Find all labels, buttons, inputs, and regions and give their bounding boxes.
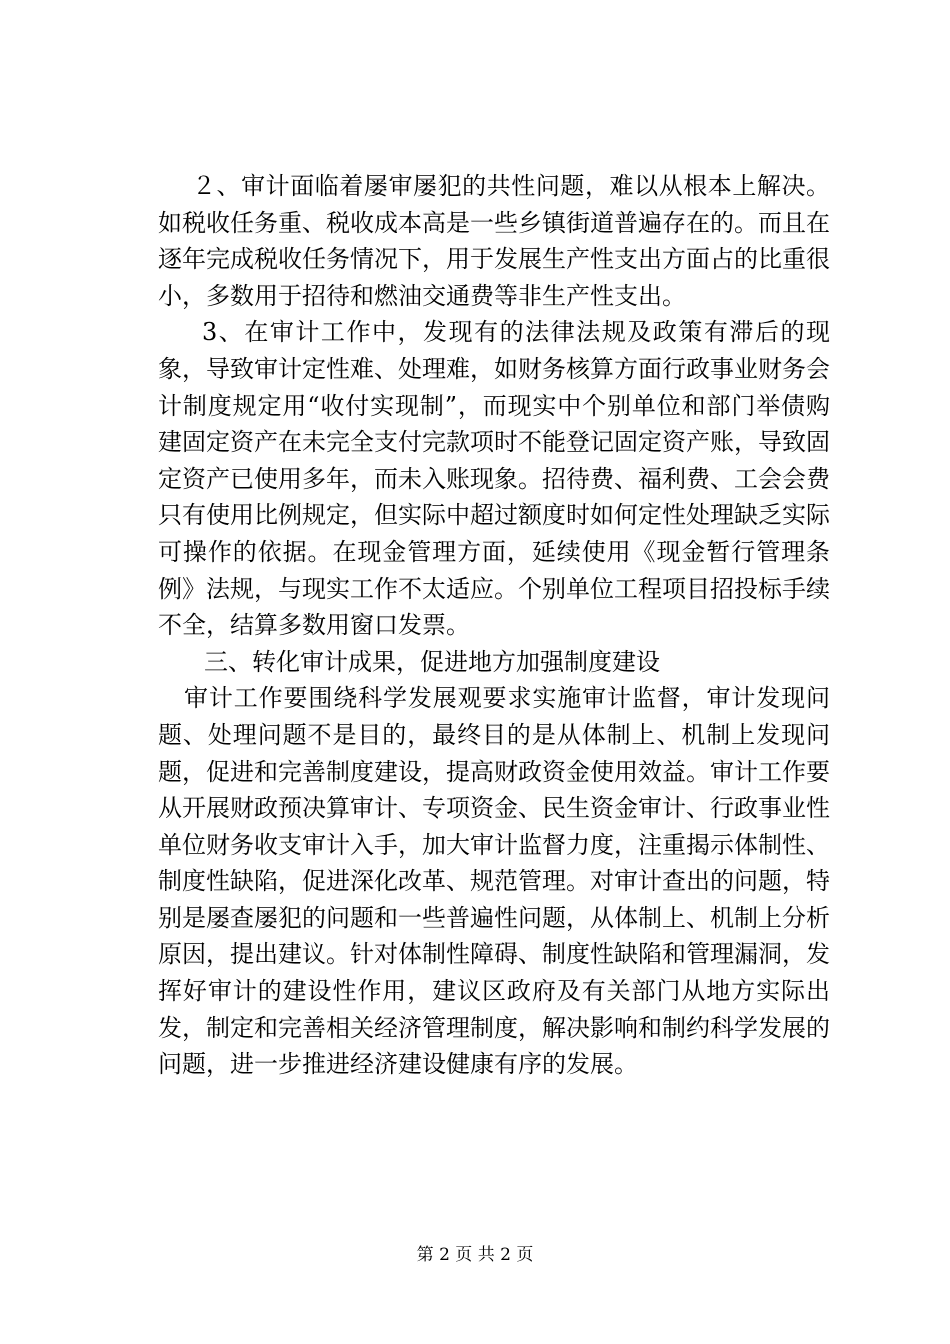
section-heading-3: 三、转化审计成果，促进地方加强制度建设 — [204, 647, 660, 676]
paragraph-point-2: ２、审计面临着屡审屡犯的共性问题，难以从根本上解决。如税收任务重、税收成本高是一些乡镇街道普遍存在的。而且在逐年完成税收任务情况下，用于发展生产性支出方面占的比重很小，多数用于招待和燃油交通费等非生产性支出。 — [158, 172, 830, 310]
document-body — [158, 168, 830, 1083]
page-number-footer: 第 2 页 共 2 页 — [416, 1245, 534, 1265]
paragraph-section-3-body: 审计工作要围绕科学发展观要求实施审计监督，审计发现问题、处理问题不是目的，最终目的是从体制上、机制上发现问题，促进和完善制度建设，提高财政资金使用效益。审计工作要从开展财政预决算审计、专项资金、民生资金审计、行政事业性单位财务收支审计入手，加大审计监督力度，注重揭示体制性、制度性缺陷，促进深化改革、规范管理。对审计查出的问题，特别是屡查屡犯的问题和一些普遍性问题，从体制上、机制上分析原因，提出建议。针对体制性障碍、制度性缺陷和管理漏洞，发挥好审计的建设性作用，建议区政府及有关部门从地方实际出发，制定和完善相关经济管理制度，解决影响和制约科学发展的问题，进一步推进经济建设健康有序的发展。 — [158, 684, 830, 1079]
paragraph-point-3: 3、在审计工作中，发现有的法律法规及政策有滞后的现象，导致审计定性难、处理难，如财务核算方面行政事业财务会计制度规定用“收付实现制”，而现实中个别单位和部门举债购建固定资产在未完全支付完款项时不能登记固定资产账，导致固定资产已使用多年，而未入账现象。招待费、福利费、工会会费只有使用比例规定，但实际中超过额度时如何定性处理缺乏实际可操作的依据。在现金管理方面，延续使用《现金暂行管理条例》法规，与现实工作不太适应。个别单位工程项目招投标手续不全，结算多数用窗口发票。 — [158, 318, 830, 640]
